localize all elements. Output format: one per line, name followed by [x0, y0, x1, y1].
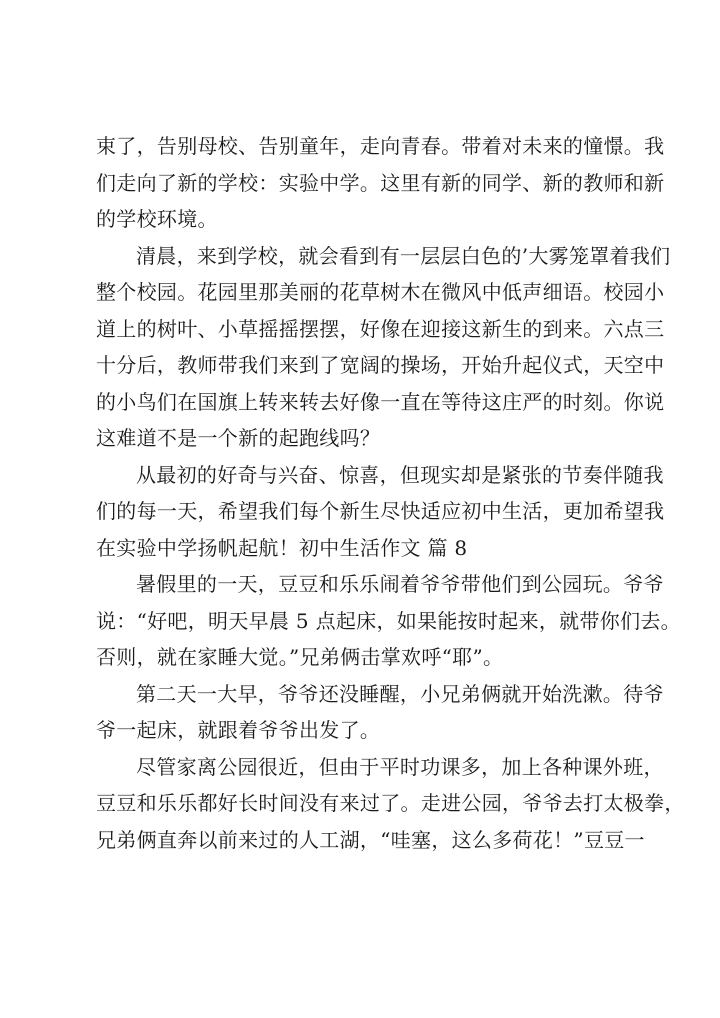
text-line: 十分后，教师带我们来到了宽阔的操场，开始升起仪式，天空中	[96, 353, 665, 377]
text-line: 的小鸟们在国旗上转来转去好像一直在等待这庄严的时刻。你说	[96, 389, 665, 414]
document-body	[96, 128, 685, 858]
text-line: 爷一起床，就跟着爷爷出发了。	[96, 718, 381, 742]
text-line: 说：“好吧，明天早晨 5 点起床，如果能按时起来，就带你们去。	[96, 608, 681, 633]
text-line: 在实验中学扬帆起航！初中生活作文 篇 8	[96, 535, 468, 560]
text-line: 们的每一天，希望我们每个新生尽快适应初中生活，更加希望我	[96, 499, 665, 523]
text-line: 束了，告别母校、告别童年，走向青春。带着对未来的憧憬。我	[96, 134, 665, 158]
text-line: 否则，就在家睡大觉。”兄弟俩击掌欢呼“耶”。	[96, 645, 504, 669]
text-line: 豆豆和乐乐都好长时间没有来过了。走进公园，爷爷去打太极拳，	[96, 791, 685, 815]
text-line: 道上的树叶、小草摇摇摆摆，好像在迎接这新生的到来。六点三	[96, 316, 665, 341]
text-line: 这难道不是一个新的起跑线吗？	[96, 426, 381, 450]
paragraph-first-line: 清晨，来到学校，就会看到有一层层白色的’大雾笼罩着我们	[136, 243, 671, 268]
text-line: 们走向了新的学校：实验中学。这里有新的同学、新的教师和新	[96, 170, 665, 195]
text-line: 整个校园。花园里那美丽的花草树木在微风中低声细语。校园小	[96, 280, 665, 304]
text-line: 兄弟俩直奔以前来过的人工湖，“哇塞，这么多荷花！”豆豆一	[96, 827, 645, 852]
text-line: 的学校环境。	[96, 207, 218, 231]
paragraph-first-line: 第二天一大早，爷爷还没睡醒，小兄弟俩就开始洗漱。待爷	[136, 681, 664, 706]
paragraph-first-line: 暑假里的一天，豆豆和乐乐闹着爷爷带他们到公园玩。爷爷	[136, 572, 664, 596]
paragraph-first-line: 从最初的好奇与兴奋、惊喜，但现实却是紧张的节奏伴随我	[136, 462, 664, 487]
paragraph-first-line: 尽管家离公园很近，但由于平时功课多，加上各种课外班，	[136, 754, 664, 779]
